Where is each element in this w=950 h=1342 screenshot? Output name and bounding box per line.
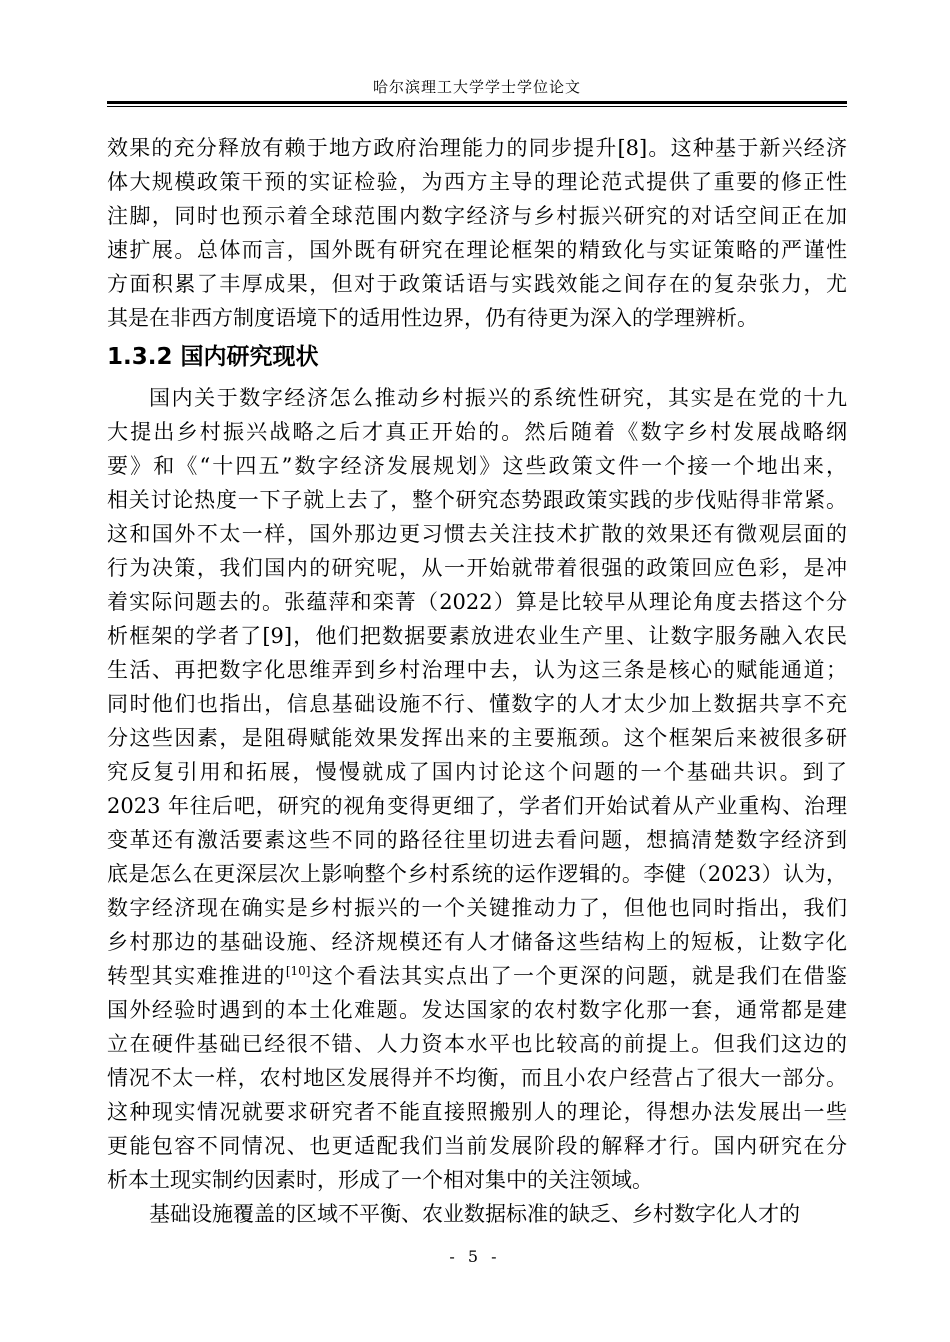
paragraph-2: [107, 381, 847, 1197]
text-line: 2023 年往后吧，研究的视角变得更细了，学者们开始试着从产业重构、治理: [107, 794, 847, 818]
text-line: 方面积累了丰厚成果，但对于政策话语与实践效能之间存在的复杂张力，尤: [107, 272, 847, 296]
text-line: 立在硬件基础已经很不错、人力资本水平也比较高的前提上。但我们这边的: [107, 1032, 847, 1056]
text-line: 情况不太一样，农村地区发展得并不均衡，而且小农户经营占了很大一部分。: [107, 1066, 847, 1090]
text-line: 着实际问题去的。张蕴萍和栾菁（2022）算是比较早从理论角度去搭这个分: [107, 590, 847, 614]
text-line: 底是怎么在更深层次上影响整个乡村系统的运作逻辑的。李健（2023）认为，: [107, 862, 847, 886]
text-line: 分这些因素，是阻碍赋能效果发挥出来的主要瓶颈。这个框架后来被很多研: [107, 726, 847, 750]
text-line: 效果的充分释放有赖于地方政府治理能力的同步提升[8]。这种基于新兴经济: [107, 136, 847, 160]
text-line: 数字经济现在确实是乡村振兴的一个关键推动力了，但他也同时指出，我们: [107, 896, 847, 920]
text-line: 速扩展。总体而言，国外既有研究在理论框架的精致化与实证策略的严谨性: [107, 238, 847, 262]
text-line: 行为决策，我们国内的研究呢，从一开始就带着很强的政策回应色彩，是冲: [107, 556, 847, 580]
text-line: 析本土现实制约因素时，形成了一个相对集中的关注领域。: [107, 1168, 653, 1192]
text-line: 其是在非西方制度语境下的适用性边界，仍有待更为深入的学理辨析。: [107, 306, 758, 330]
paragraph-1: [107, 131, 847, 335]
text-line: 同时他们也指出，信息基础设施不行、懂数字的人才太少加上数据共享不充: [107, 692, 847, 716]
text-line-with-citation: [107, 959, 847, 993]
header-rule-thin: [107, 106, 847, 107]
running-header: 哈尔滨理工大学学士学位论文: [372, 78, 581, 96]
section-heading: 1.3.2 国内研究现状: [107, 344, 319, 370]
paragraph-3: [107, 1197, 847, 1231]
text-line: 析框架的学者了[9]，他们把数据要素放进农业生产里、让数字服务融入农民: [107, 624, 847, 648]
text-line: 体大规模政策干预的实证检验，为西方主导的理论范式提供了重要的修正性: [107, 170, 847, 194]
text-line: 更能包容不同情况、也更适配我们当前发展阶段的解释才行。国内研究在分: [107, 1134, 847, 1158]
text-line: 基础设施覆盖的区域不平衡、农业数据标准的缺乏、乡村数字化人才的: [149, 1202, 800, 1226]
text-line: 乡村那边的基础设施、经济规模还有人才储备这些结构上的短板，让数字化: [107, 930, 847, 954]
text-line: 这种现实情况就要求研究者不能直接照搬别人的理论，得想办法发展出一些: [107, 1100, 847, 1124]
text-line: 大提出乡村振兴战略之后才真正开始的。然后随着《数字乡村发展战略纲: [107, 420, 847, 444]
text-line: 国内关于数字经济怎么推动乡村振兴的系统性研究，其实是在党的十九: [149, 386, 847, 410]
body-text: [107, 131, 847, 1231]
text-line: 相关讨论热度一下子就上去了，整个研究态势跟政策实践的步伐贴得非常紧。: [107, 488, 847, 512]
text-line: 这和国外不太一样，国外那边更习惯去关注技术扩散的效果还有微观层面的: [107, 522, 847, 546]
text-fragment: 转型其实难推进的: [107, 964, 286, 988]
text-line: 注脚，同时也预示着全球范围内数字经济与乡村振兴研究的对话空间正在加: [107, 204, 847, 228]
header-rule-thick: [107, 101, 847, 104]
citation-marker: [10]: [285, 964, 311, 978]
text-line: 究反复引用和拓展，慢慢就成了国内讨论这个问题的一个基础共识。到了: [107, 760, 847, 784]
page-number: - 5 -: [449, 1247, 501, 1266]
text-line: 生活、再把数字化思维弄到乡村治理中去，认为这三条是核心的赋能通道；: [107, 658, 847, 682]
text-line: 国外经验时遇到的本土化难题。发达国家的农村数字化那一套，通常都是建: [107, 998, 847, 1022]
text-fragment: 这个看法其实点出了一个更深的问题，就是我们在借鉴: [310, 964, 848, 988]
text-line: 变革还有激活要素这些不同的路径往里切进去看问题，想搞清楚数字经济到: [107, 828, 847, 852]
text-line: 要》和《“十四五”数字经济发展规划》这些政策文件一个接一个地出来，: [107, 454, 847, 478]
